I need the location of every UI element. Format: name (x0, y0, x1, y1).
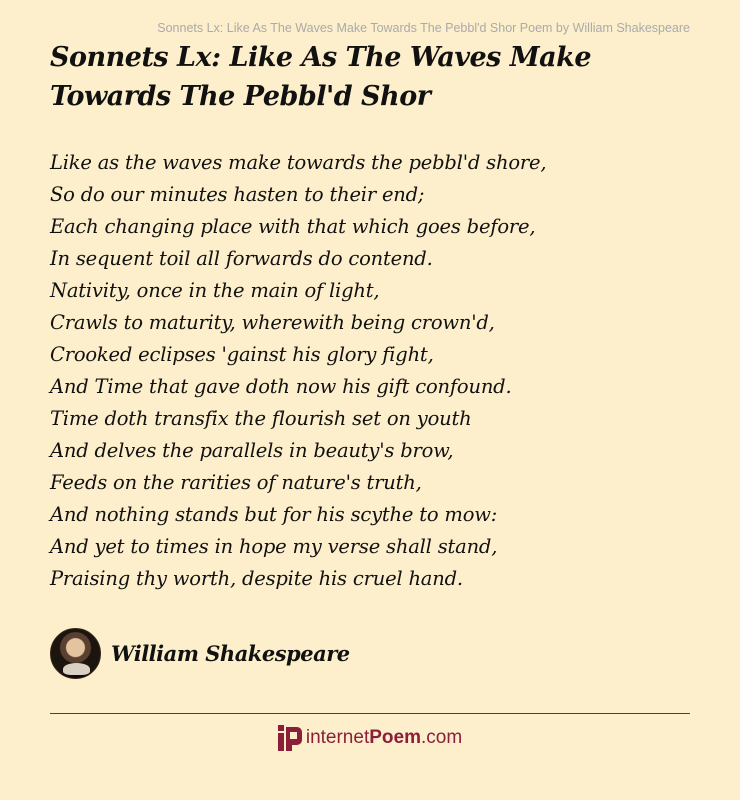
author-name[interactable]: William Shakespeare (111, 641, 350, 666)
poem-line: Nativity, once in the main of light, (50, 279, 380, 302)
author-row[interactable] (50, 627, 350, 680)
footer-divider (50, 713, 690, 714)
brand-logo-link[interactable] (0, 725, 740, 751)
internetpoem-logo-icon (278, 725, 302, 751)
poem-line: Feeds on the rarities of nature's truth, (50, 471, 422, 494)
poem-line: In sequent toil all forwards do contend. (50, 247, 433, 270)
poem-line: Time doth transfix the flourish set on youth (50, 407, 472, 430)
poem-line: And Time that gave doth now his gift confound. (50, 375, 512, 398)
author-avatar[interactable] (50, 628, 101, 679)
page-caption: Sonnets Lx: Like As The Waves Make Towards The Pebbl'd Shor Poem by William Shakespeare (157, 21, 690, 35)
poem-title: Sonnets Lx: Like As The Waves Make Towards The Pebbl'd Shor (50, 42, 592, 112)
poem-line: And nothing stands but for his scythe to mow: (50, 503, 498, 526)
poem-line: And delves the parallels in beauty's brow, (50, 439, 454, 462)
brand-suffix: .com (420, 727, 463, 748)
poem-line: And yet to times in hope my verse shall stand, (50, 535, 498, 558)
poem-line: So do our minutes hasten to their end; (50, 183, 425, 206)
poem-line: Crawls to maturity, wherewith being crown'd, (50, 311, 495, 334)
brand-prefix: internet (305, 727, 370, 748)
poem-line: Crooked eclipses 'gainst his glory fight, (50, 343, 434, 366)
poem-body (50, 147, 690, 595)
brand-bold: Poem (369, 727, 421, 748)
avatar-collar-shape (63, 663, 90, 675)
poem-line: Each changing place with that which goes before, (50, 215, 536, 238)
poem-line: Like as the waves make towards the pebbl'd shore, (50, 151, 547, 174)
poem-line: Praising thy worth, despite his cruel hand. (50, 567, 463, 590)
